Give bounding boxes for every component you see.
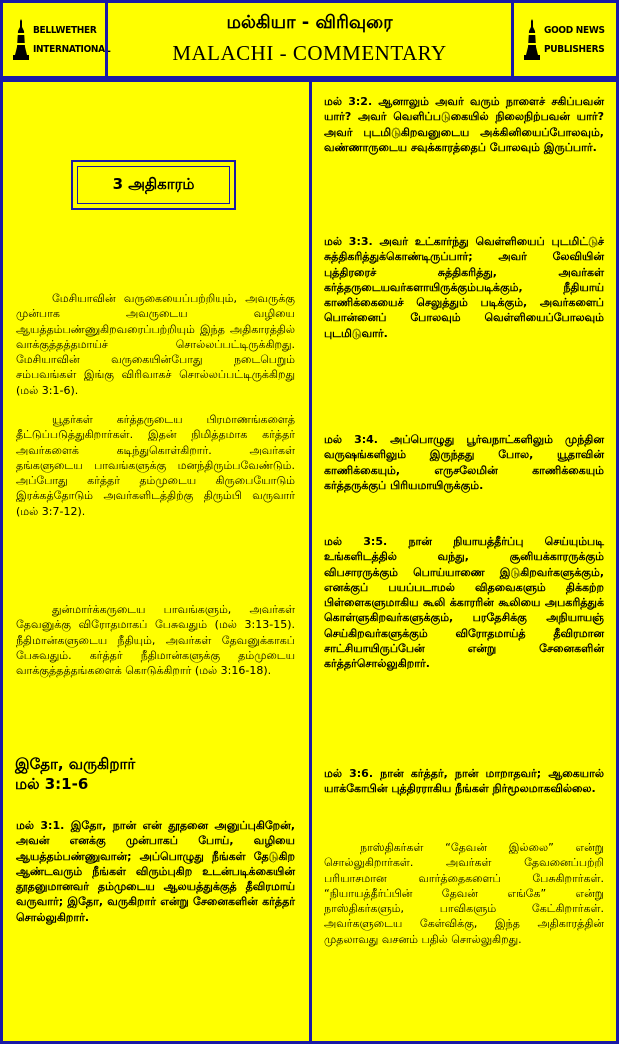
verse-3-3: மல் 3:3. அவர் உட்கார்ந்து வெள்ளியைப் புடமிட்டுச் சுத்திகரித்துக்கொண்டிருப்பார்; அவர் லேவியின் புத்திரரைச் சுத்திகரித்து, அவர்கள் கர்த்தருடையவர்களாயிருக்கும்படிக்கும், நீதியாய் காணிக்கையைச் செலுத்தும் படிக்கும், அவர்களைப் பொன்னைப் போலவும் வெள்ளியைப்போலவும் புடமிடுவார்.: [324, 235, 604, 340]
intro-paragraph-2: யூதர்கள் கர்த்தருடைய பிரமாணங்களைத் தீட்டுப்படுத்துகிறார்கள். இதன் நிமித்தமாக கர்த்தர் அவர்களைக் கடிந்துகொள்கிறார். அவர்கள் தங்களுடைய பாவங்களுக்கு மனந்திரும்பவேண்டும். அப்போது கர்த்தர் தம்முடைய கிருபையோடும் இரக்கத்தோடும் அவர்களிடத்திற்கு திரும்பி வருவார் (மல் 3:7-12).: [16, 413, 295, 518]
intro-paragraph-3: துன்மார்க்கருடைய பாவங்களும், அவர்கள் தேவனுக்கு விரோதமாகப் பேசுவதும் (மல் 3:13-15). நீதிமான்களுடைய நீதியும், அவர்கள் தேவனுக்காகப் பேசுவதும். கர்த்தர் நீதிமான்களுக்கு தம்முடைய வாக்குத்தத்தங்களைக் கொடுக்கிறார் (மல் 3:16-18).: [16, 603, 295, 678]
verse-3-2: மல் 3:2. ஆனாலும் அவர் வரும் நாளைச் சகிப்பவன் யார்? அவர் வெளிப்படுகையில் நிலைநிற்பவன் யார்? அவர் புடமிடுகிறவனுடைய அக்கினியைப்போலவும், வண்ணாருடைய சவுக்காரத்தைப் போலவும் இருப்பார்.: [324, 95, 604, 154]
right-column: [309, 79, 619, 1044]
verse-3-1: மல் 3:1. இதோ, நான் என் தூதனை அனுப்புகிறேன், அவன் எனக்கு முன்பாகப் போய், வழியை ஆயத்தம்பண்ணுவான்; அப்பொழுது நீங்கள் தேடுகிற ஆண்டவரும் நீங்கள் விரும்புகிற உடன்படிக்கையின் தூதனுமானவர் தம்முடைய ஆலயத்துக்குத் தீவிரமாய் வருவார்; இதோ, வருகிறார் என்று சேனைகளின் கர்த்தர் சொல்லுகிறார்.: [16, 819, 295, 924]
title-tamil: மல்கியா - விரிவுரை: [226, 12, 393, 33]
verse-3-4: மல் 3:4. அப்பொழுது பூர்வநாட்களிலும் முந்தின வருஷங்களிலும் இருந்தது போல, யூதாவின் காணிக்கையும், எருசலேமின் காணிக்கையும் கர்த்தருக்குப் பிரியமாயிருக்கும்.: [324, 433, 604, 492]
verse-3-5: மல் 3:5. நான் நியாயத்தீர்ப்பு செய்யும்படி உங்களிடத்தில் வந்து, சூனியக்காரருக்கும் விபசாரருக்கும் பொய்யாணை இடுகிறவர்களுக்கும், எனக்குப் பயப்படாமல் விதவைகளும் திக்கற்ற பிள்ளைகளுமாகிய கூலி க்காரரின் கூலியை அபகரித்துக் கொள்ளுகிறவர்களுக்கும், பரதேசிக்கு அநியாயஞ் செய்கிறவர்களுக்கும் விரோதமாய்த் தீவிரமான சாட்சியாயிருப்பேன் என்று சேனைகளின் கர்த்தர்சொல்லுகிறார்.: [324, 535, 604, 671]
left-column: [0, 79, 312, 1044]
bellwether-logo-icon: [11, 17, 31, 63]
section-heading-ref: மல் 3:1-6: [15, 775, 89, 793]
section-heading: [15, 754, 135, 794]
title-box: [105, 0, 514, 79]
section-heading-title: இதோ, வருகிறார்: [15, 755, 136, 773]
left-logo-box: [0, 0, 111, 79]
left-logo-line1: BELLWETHER: [33, 25, 97, 36]
left-logo-line2: INTERNATIONAL: [33, 44, 111, 55]
chapter-title: 3 அதிகாரம்: [112, 175, 195, 193]
intro-paragraph-1: மேசியாவின் வருகையைப்பற்றியும், அவருக்கு முன்பாக அவருடைய வழியை ஆயத்தம்பண்ணுகிறவரைப்பற்றியும் இந்த அதிகாரத்தில் வாக்குத்தத்தமாய்ச் சொல்லப்பட்டிருக்கிறது. மேசியாவின் வருகையின்போது நடைபெறும் சம்பவங்கள் இங்கு விரிவாகச் சொல்லப்பட்டிருக்கிறது (மல் 3:1-6).: [16, 292, 295, 397]
good-news-logo: [522, 17, 614, 63]
right-logo-box: [511, 0, 619, 79]
page-header: [0, 0, 619, 79]
good-news-logo-icon: [522, 17, 542, 63]
commentary-paragraph: நாஸ்திகர்கள் “தேவன் இல்லை” என்று சொல்லுகிறார்கள். அவர்கள் தேவனைப்பற்றி பரியாசமான வார்த்தைகளைப் பேசுகிறார்கள். “நியாயத்தீர்ப்பின் தேவன் எங்கே” என்று நாஸ்திகர்களும், பாவிகளும் கேட்கிறார்கள். அவர்களுடைய கேள்விக்கு, இந்த அதிகாரத்தின் முதலாவது வசனம் பதில் சொல்லுகிறது.: [324, 841, 604, 946]
verse-3-6: மல் 3:6. நான் கர்த்தர், நான் மாறாதவர்; ஆகையால் யாக்கோபின் புத்திரராகிய நீங்கள் நிர்மூலமாகவில்லை.: [324, 767, 604, 796]
bellwether-logo: [11, 17, 111, 63]
right-logo-line1: GOOD NEWS: [544, 25, 605, 36]
chapter-title-box: [71, 160, 236, 210]
title-english: MALACHI - COMMENTARY: [172, 41, 447, 65]
right-logo-line2: PUBLISHERS: [544, 44, 605, 55]
